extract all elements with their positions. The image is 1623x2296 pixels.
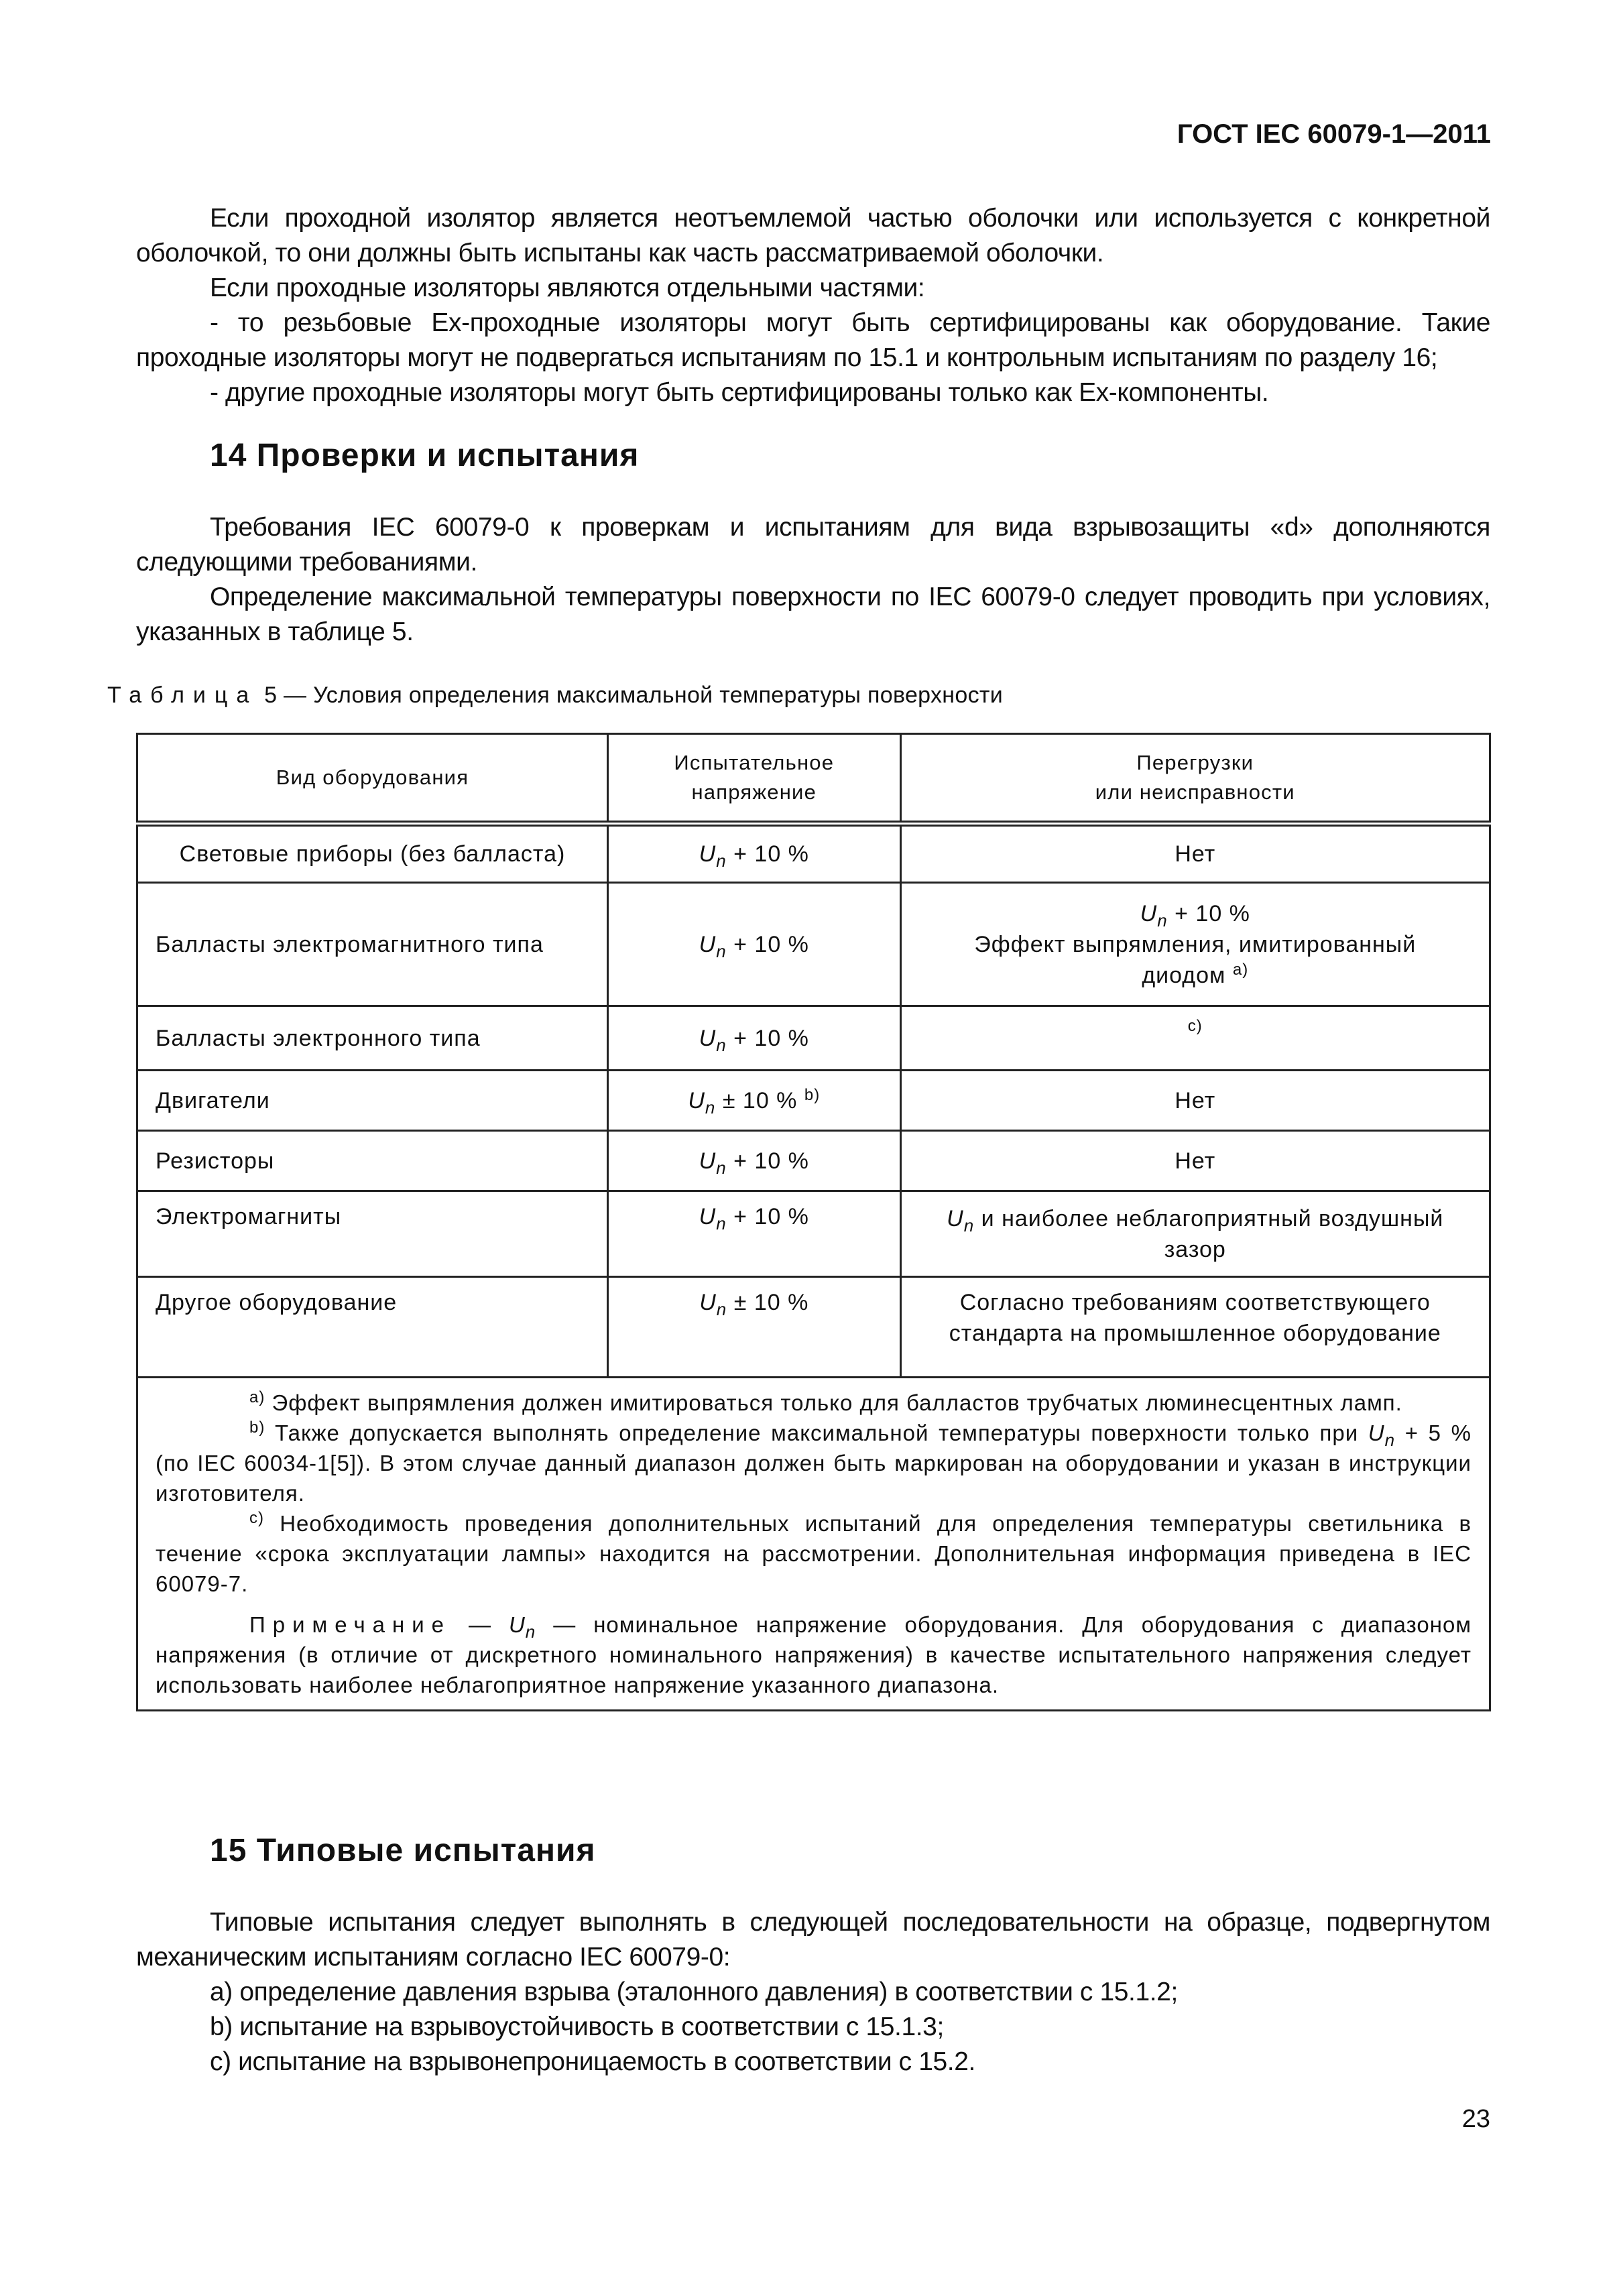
un-symbol: U <box>699 931 717 957</box>
un-symbol: U <box>699 1204 717 1229</box>
cell-equipment: Электромагниты <box>137 1191 608 1277</box>
footnote-c <box>156 1508 1471 1599</box>
voltage-value: ± 10 % <box>722 1087 798 1113</box>
table-caption <box>107 682 1003 709</box>
table-notes <box>137 1378 1490 1711</box>
table-row <box>137 824 1490 883</box>
document-header: ГОСТ IEC 60079-1—2011 <box>1177 119 1491 149</box>
un-symbol: U <box>947 1205 964 1231</box>
cell-equipment: Балласты электромагнитного типа <box>137 883 608 1006</box>
un-subscript: n <box>963 1215 975 1235</box>
fault-text: + 10 % <box>1175 900 1250 926</box>
paragraph: - то резьбовые Ex-проходные изоляторы могут быть сертифицированы как оборудование. Такие проходные изоляторы могут не подвергаться испытаниям по 15.1 и контрольным испытаниям по разделу 16; <box>136 308 1490 372</box>
header-line: или неисправности <box>1095 780 1295 804</box>
cell-equipment: Двигатели <box>137 1071 608 1131</box>
cell-voltage <box>608 1131 901 1191</box>
fault-text: Эффект выпрямления, имитированный <box>974 931 1417 957</box>
table-note <box>156 1610 1471 1700</box>
voltage-value: + 10 % <box>733 1204 809 1229</box>
un-symbol: U <box>699 1148 717 1174</box>
un-subscript: n <box>716 1034 727 1055</box>
un-symbol: U <box>1368 1421 1385 1445</box>
footnote-a <box>156 1388 1471 1418</box>
cell-fault: Нет <box>900 824 1490 883</box>
paragraph: Требования IEC 60079-0 к проверкам и испытаниям для вида взрывозащиты «d» дополняются следующими требованиями. <box>136 513 1490 577</box>
cell-voltage <box>608 883 901 1006</box>
footnote-text: + 5 % (по IEC 60034-1[5]). В этом случае данный диапазон должен быть маркирован на оборудовании и указан в инструкции изготовителя. <box>156 1421 1471 1506</box>
table-notes-row <box>137 1378 1490 1711</box>
cell-fault <box>900 1191 1490 1277</box>
voltage-value: + 10 % <box>733 1025 809 1051</box>
table-row <box>137 1277 1490 1378</box>
section-15-heading: 15 Типовые испытания <box>210 1833 596 1868</box>
un-symbol: U <box>508 1612 526 1637</box>
footnote-text: Эффект выпрямления должен имитироваться только для балластов трубчатых люминесцентных ламп. <box>272 1390 1402 1415</box>
cell-voltage <box>608 1071 901 1131</box>
table-5 <box>136 733 1491 1711</box>
un-symbol: U <box>699 1290 717 1315</box>
table-caption-text: 5 — Условия определения максимальной температуры поверхности <box>264 682 1004 708</box>
footnote-b <box>156 1418 1471 1508</box>
header-line: напряжение <box>691 780 817 804</box>
paragraph: Типовые испытания следует выполнять в следующей последовательности на образце, подвергнутом механическим испытаниям согласно IEC 60079-0: <box>136 1908 1490 1972</box>
table-caption-word: Таблица <box>107 682 258 708</box>
un-subscript: n <box>716 851 727 871</box>
page-number: 23 <box>1461 2105 1490 2133</box>
table-row <box>137 1071 1490 1131</box>
fault-text: и наиболее неблагоприятный воздушный зазор <box>981 1205 1444 1262</box>
un-subscript: n <box>716 1213 727 1233</box>
un-subscript: n <box>716 1299 727 1319</box>
list-item: b) испытание на взрывоустойчивость в соответствии с 15.1.3; <box>210 2012 944 2041</box>
voltage-value: + 10 % <box>733 931 809 957</box>
un-symbol: U <box>699 841 717 867</box>
header-line: Перегрузки <box>1136 751 1254 774</box>
footnote-mark: b) <box>249 1418 265 1437</box>
footnote-text: Необходимость проведения дополнительных испытаний для определения температуры светильника в течение «срока эксплуатации лампы» находится на рассмотрении. Дополнительная информация приведена в IEC 60079-7. <box>156 1511 1472 1596</box>
cell-equipment: Резисторы <box>137 1131 608 1191</box>
table-row <box>137 1131 1490 1191</box>
un-subscript: n <box>705 1097 716 1117</box>
table-row <box>137 883 1490 1006</box>
footnote-ref: b) <box>804 1085 821 1104</box>
cell-voltage <box>608 1006 901 1071</box>
cell-fault <box>900 1006 1490 1071</box>
un-symbol: U <box>688 1087 705 1113</box>
table-row <box>137 1006 1490 1071</box>
footnote-mark: c) <box>249 1509 264 1527</box>
cell-fault: Нет <box>900 1071 1490 1131</box>
un-subscript: n <box>1384 1430 1396 1450</box>
note-dash: — <box>468 1612 491 1637</box>
intro-text <box>136 201 1490 410</box>
un-symbol: U <box>699 1025 717 1051</box>
footnote-ref: c) <box>1187 1017 1203 1035</box>
note-label: Примечание <box>249 1612 452 1637</box>
cell-voltage <box>608 1191 901 1277</box>
paragraph: - другие проходные изоляторы могут быть сертифицированы только как Ex-компоненты. <box>210 378 1269 407</box>
voltage-value: ± 10 % <box>733 1290 809 1315</box>
voltage-value: + 10 % <box>733 1148 809 1174</box>
footnote-ref: a) <box>1232 960 1249 979</box>
un-symbol: U <box>1140 900 1158 926</box>
section-14-heading: 14 Проверки и испытания <box>210 438 640 473</box>
un-subscript: n <box>525 1622 536 1642</box>
cell-equipment: Балласты электронного типа <box>137 1006 608 1071</box>
paragraph: Если проходные изоляторы являются отдельными частями: <box>210 274 925 302</box>
footnote-text: Также допускается выполнять определение максимальной температуры поверхности только при <box>274 1421 1359 1445</box>
section-15-text <box>136 1905 1490 2079</box>
paragraph: Определение максимальной температуры поверхности по IEC 60079-0 следует проводить при условиях, указанных в таблице 5. <box>136 583 1490 646</box>
footnote-mark: a) <box>249 1388 265 1406</box>
list-item: a) определение давления взрыва (эталонного давления) в соответствии с 15.1.2; <box>210 1978 1178 2006</box>
list-item: c) испытание на взрывонепроницаемость в соответствии с 15.2. <box>210 2047 975 2076</box>
un-subscript: n <box>1157 910 1168 930</box>
table-header-row <box>137 734 1490 824</box>
cell-equipment: Другое оборудование <box>137 1277 608 1378</box>
section-14-text <box>136 510 1490 650</box>
cell-fault: Согласно требованиям соответствующего стандарта на промышленное оборудование <box>900 1277 1490 1378</box>
cell-equipment: Световые приборы (без балласта) <box>137 824 608 883</box>
cell-fault <box>900 883 1490 1006</box>
header-faults <box>900 734 1490 824</box>
paragraph: Если проходной изолятор является неотъемлемой частью оболочки или используется с конкретной оболочкой, то они должны быть испытаны как часть рассматриваемой оболочки. <box>136 204 1490 267</box>
header-voltage <box>608 734 901 824</box>
fault-text: диодом <box>1142 962 1226 988</box>
table-row <box>137 1191 1490 1277</box>
note-text: — номинальное напряжение оборудования. Для оборудования с диапазоном напряжения (в отличие от дискретного номинального напряжения) в качестве испытательного напряжения следует использовать наиболее неблагоприятное напряжение указанного диапазона. <box>156 1612 1472 1697</box>
cell-voltage <box>608 824 901 883</box>
header-equipment: Вид оборудования <box>137 734 608 824</box>
un-subscript: n <box>716 941 727 961</box>
voltage-value: + 10 % <box>733 841 809 867</box>
cell-voltage <box>608 1277 901 1378</box>
header-line: Испытательное <box>674 751 835 774</box>
cell-fault: Нет <box>900 1131 1490 1191</box>
un-subscript: n <box>716 1157 727 1178</box>
